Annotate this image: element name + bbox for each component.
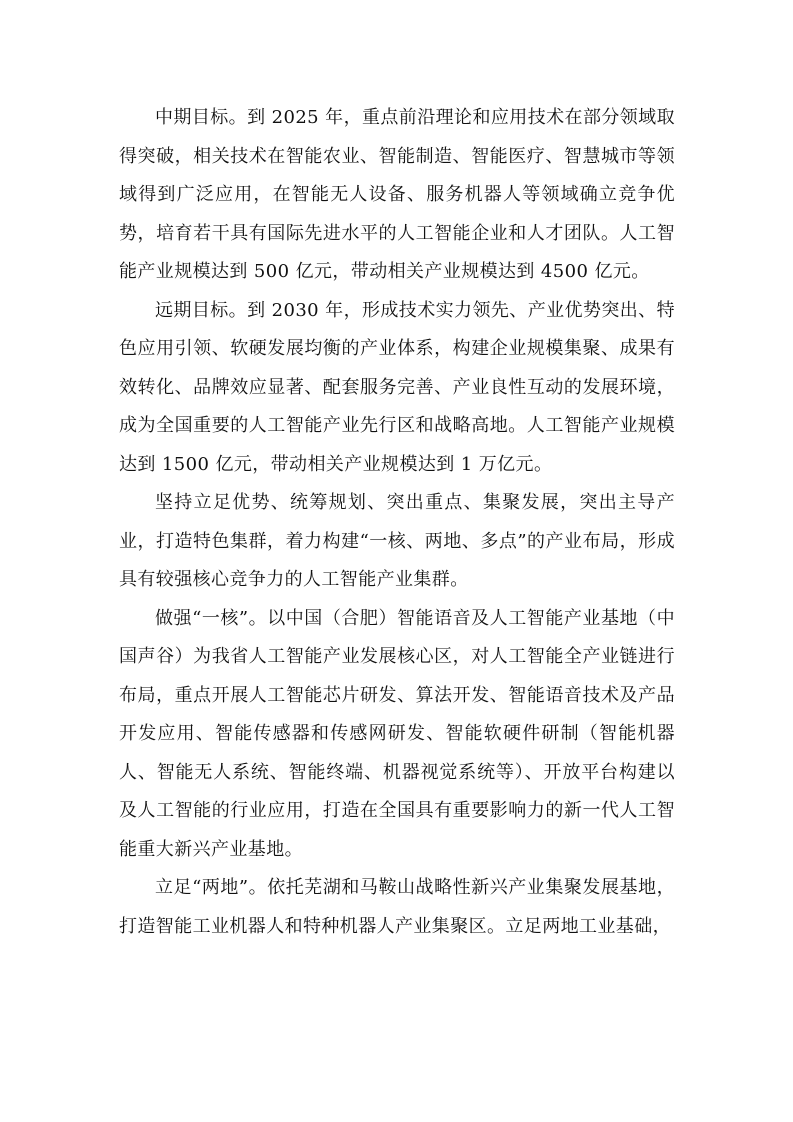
paragraph-two-bases: 立足“两地”。依托芜湖和马鞍山战略性新兴产业集聚发展基地，打造智能工业机器人和特种机器人产业集聚区。立足两地工业基础，: [119, 877, 675, 937]
document-body: [119, 99, 675, 946]
paragraph-one-core: 做强“一核”。以中国（合肥）智能语音及人工智能产业基地（中国声谷）为我省人工智能产业发展核心区，对人工智能全产业链进行布局，重点开展人工智能芯片研发、算法开发、智能语音技术及产品开发应用、智能传感器和传感网研发、智能软硬件研制（智能机器人、智能无人系统、智能终端、机器视觉系统等）、开放平台构建以及人工智能的行业应用，打造在全国具有重要影响力的新一代人工智能重大新兴产业基地。: [119, 607, 675, 860]
paragraph-mid-term-goal: 中期目标。到 2025 年，重点前沿理论和应用技术在部分领域取得突破，相关技术在智能农业、智能制造、智能医疗、智慧城市等领域得到广泛应用，在智能无人设备、服务机器人等领域确立竞争优势，培育若干具有国际先进水平的人工智能企业和人才团队。人工智能产业规模达到 500 亿元，带动相关产业规模达到 4500 亿元。: [119, 107, 675, 282]
paragraph-layout-principle: 坚持立足优势、统筹规划、突出重点、集聚发展，突出主导产业，打造特色集群，着力构建“一核、两地、多点”的产业布局，形成具有较强核心竞争力的人工智能产业集群。: [119, 492, 675, 590]
paragraph-long-term-goal: 远期目标。到 2030 年，形成技术实力领先、产业优势突出、特色应用引领、软硬发展均衡的产业体系，构建企业规模集聚、成果有效转化、品牌效应显著、配套服务完善、产业良性互动的发展环境，成为全国重要的人工智能产业先行区和战略高地。人工智能产业规模达到 1500 亿元，带动相关产业规模达到 1 万亿元。: [119, 299, 675, 475]
